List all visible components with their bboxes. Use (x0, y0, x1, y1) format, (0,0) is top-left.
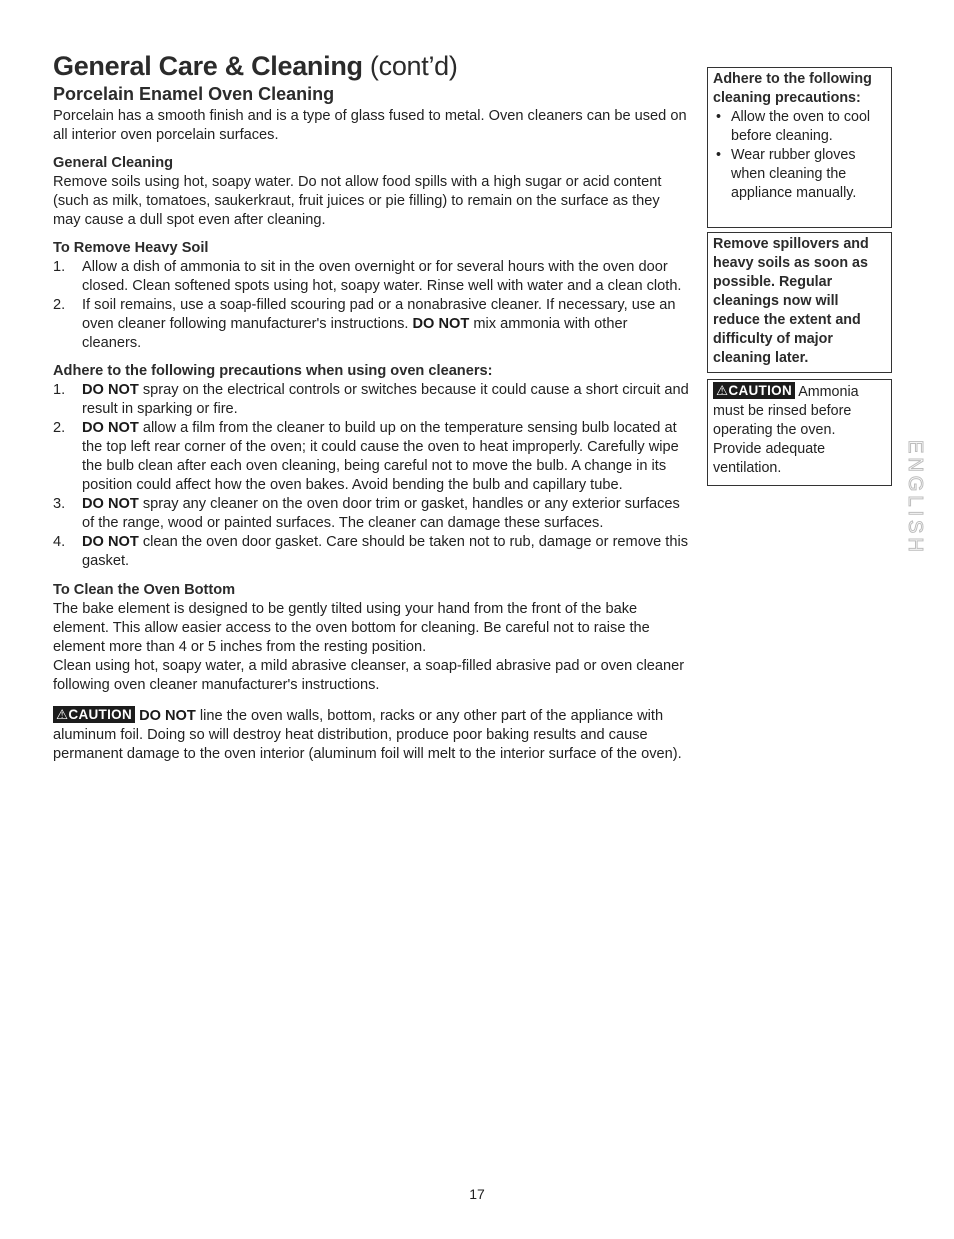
spacer (53, 571, 689, 581)
sidebar-spillover-text: Remove spillovers and heavy soils as soon as possible. Regular cleanings now will reduce the extent and difficulty of major cleaning later. (713, 236, 869, 366)
list-item (53, 533, 689, 571)
list-text-rest: mix ammonia with other cleaners. (82, 316, 628, 351)
do-not-emphasis: DO NOT (82, 420, 139, 436)
sidebar-precautions-list (713, 108, 886, 203)
list-item (53, 495, 689, 533)
do-not-emphasis: DO NOT (139, 708, 196, 724)
list-text: allow a film from the cleaner to build up on the temperature sensing bulb located at the top left rear corner of the oven; it could cause the oven to heat improperly. Carefully wipe the bulb clean after each oven cleaning, being careful not to move the bulb. A change in its position could affect how the oven bakes. Avoid bending the bulb and capillary tube. (82, 420, 679, 493)
do-not-emphasis: DO NOT (82, 534, 139, 550)
list-number: 2. (53, 297, 66, 313)
list-number: 4. (53, 534, 66, 550)
language-tab: ENGLISH (904, 440, 926, 556)
bullet-icon: • (716, 109, 722, 125)
caution-text: line the oven walls, bottom, racks or any other part of the appliance with aluminum foil. Doing so will destroy heat distribution, produce poor baking results and cause permanent damage to the oven interior (aluminum foil will melt to the interior surface of the oven). (53, 708, 682, 762)
do-not-emphasis: DO NOT (412, 316, 470, 332)
general-cleaning-text: Remove soils using hot, soapy water. Do not allow food spills with a high sugar or acid content (such as milk, tomatoes, saukerkraut, fruit juices or pie filling) to remain on the surface as they may cause a dull spot even after cleaning. (53, 174, 662, 228)
caution-badge: ⚠CAUTION (53, 706, 135, 723)
list-number: 3. (53, 496, 66, 512)
list-item (713, 108, 886, 146)
title-bold: General Care & Cleaning (53, 51, 363, 81)
do-not-emphasis: DO NOT (82, 382, 139, 398)
heavy-soil-list (53, 258, 689, 353)
sidebar-caution-paragraph (713, 382, 886, 478)
bullet-text: Allow the oven to cool before cleaning. (731, 109, 871, 144)
list-text: spray on the electrical controls or switches because it could cause a short circuit and result in sparking or fire. (82, 382, 689, 417)
list-number: 2. (53, 420, 66, 436)
list-item (53, 258, 689, 296)
intro-paragraph: Porcelain has a smooth finish and is a type of glass fused to metal. Oven cleaners can be used on all interior oven porcelain surfaces. (53, 108, 687, 143)
list-item (53, 419, 689, 495)
sidebar-precautions-box (707, 67, 892, 228)
page-title (53, 50, 689, 82)
list-text: spray any cleaner on the oven door trim or gasket, handles or any exterior surfaces of the range, wood or painted surfaces. The cleaner can damage these surfaces. (82, 496, 680, 531)
section-subtitle: Porcelain Enamel Oven Cleaning (53, 84, 335, 104)
precautions-list (53, 381, 689, 571)
list-number: 1. (53, 259, 66, 275)
sidebar-precautions-heading: Adhere to the following cleaning precautions: (713, 71, 872, 106)
general-cleaning-heading: General Cleaning (53, 155, 174, 171)
caution-paragraph (53, 706, 689, 764)
list-number: 1. (53, 382, 66, 398)
list-text: Allow a dish of ammonia to sit in the oven overnight or for several hours with the oven door closed. Clean softened spots using hot, soapy water. Rinse well with water and a clean cloth. (82, 259, 682, 294)
do-not-emphasis: DO NOT (82, 496, 139, 512)
caution-badge: ⚠CAUTION (713, 382, 795, 399)
oven-bottom-text-1: The bake element is designed to be gently tilted using your hand from the front of the bake element. This allow easier access to the oven bottom for cleaning. Be careful not to raise the element more than 4 or 5 inches from the resting position. (53, 601, 650, 655)
sidebar-caution-text: Ammonia must be rinsed before operating the oven. Provide adequate ventilation. (713, 384, 859, 476)
bullet-icon: • (716, 147, 722, 163)
sidebar-caution-box (707, 379, 892, 486)
page-number: 17 (469, 1186, 485, 1202)
main-column (53, 50, 689, 764)
list-text: If soil remains, use a soap-filled scouring pad or a nonabrasive cleaner. If necessary, use an oven cleaner following manufacturer's instructions. (82, 297, 676, 332)
list-text: clean the oven door gasket. Care should be taken not to rub, damage or remove this gasket. (82, 534, 688, 569)
heavy-soil-heading: To Remove Heavy Soil (53, 240, 209, 256)
bullet-text: Wear rubber gloves when cleaning the appliance manually. (731, 147, 857, 201)
sidebar-spillover-box (707, 232, 892, 373)
oven-bottom-text-2: Clean using hot, soapy water, a mild abrasive cleanser, a soap-filled abrasive pad or oven cleaner following oven cleaner manufacturer's instructions. (53, 658, 685, 693)
list-item (53, 381, 689, 419)
list-item (53, 296, 689, 353)
title-light: (cont’d) (369, 51, 458, 81)
list-item (713, 146, 886, 203)
precautions-heading: Adhere to the following precautions when using oven cleaners: (53, 363, 493, 379)
oven-bottom-heading: To Clean the Oven Bottom (53, 582, 236, 598)
